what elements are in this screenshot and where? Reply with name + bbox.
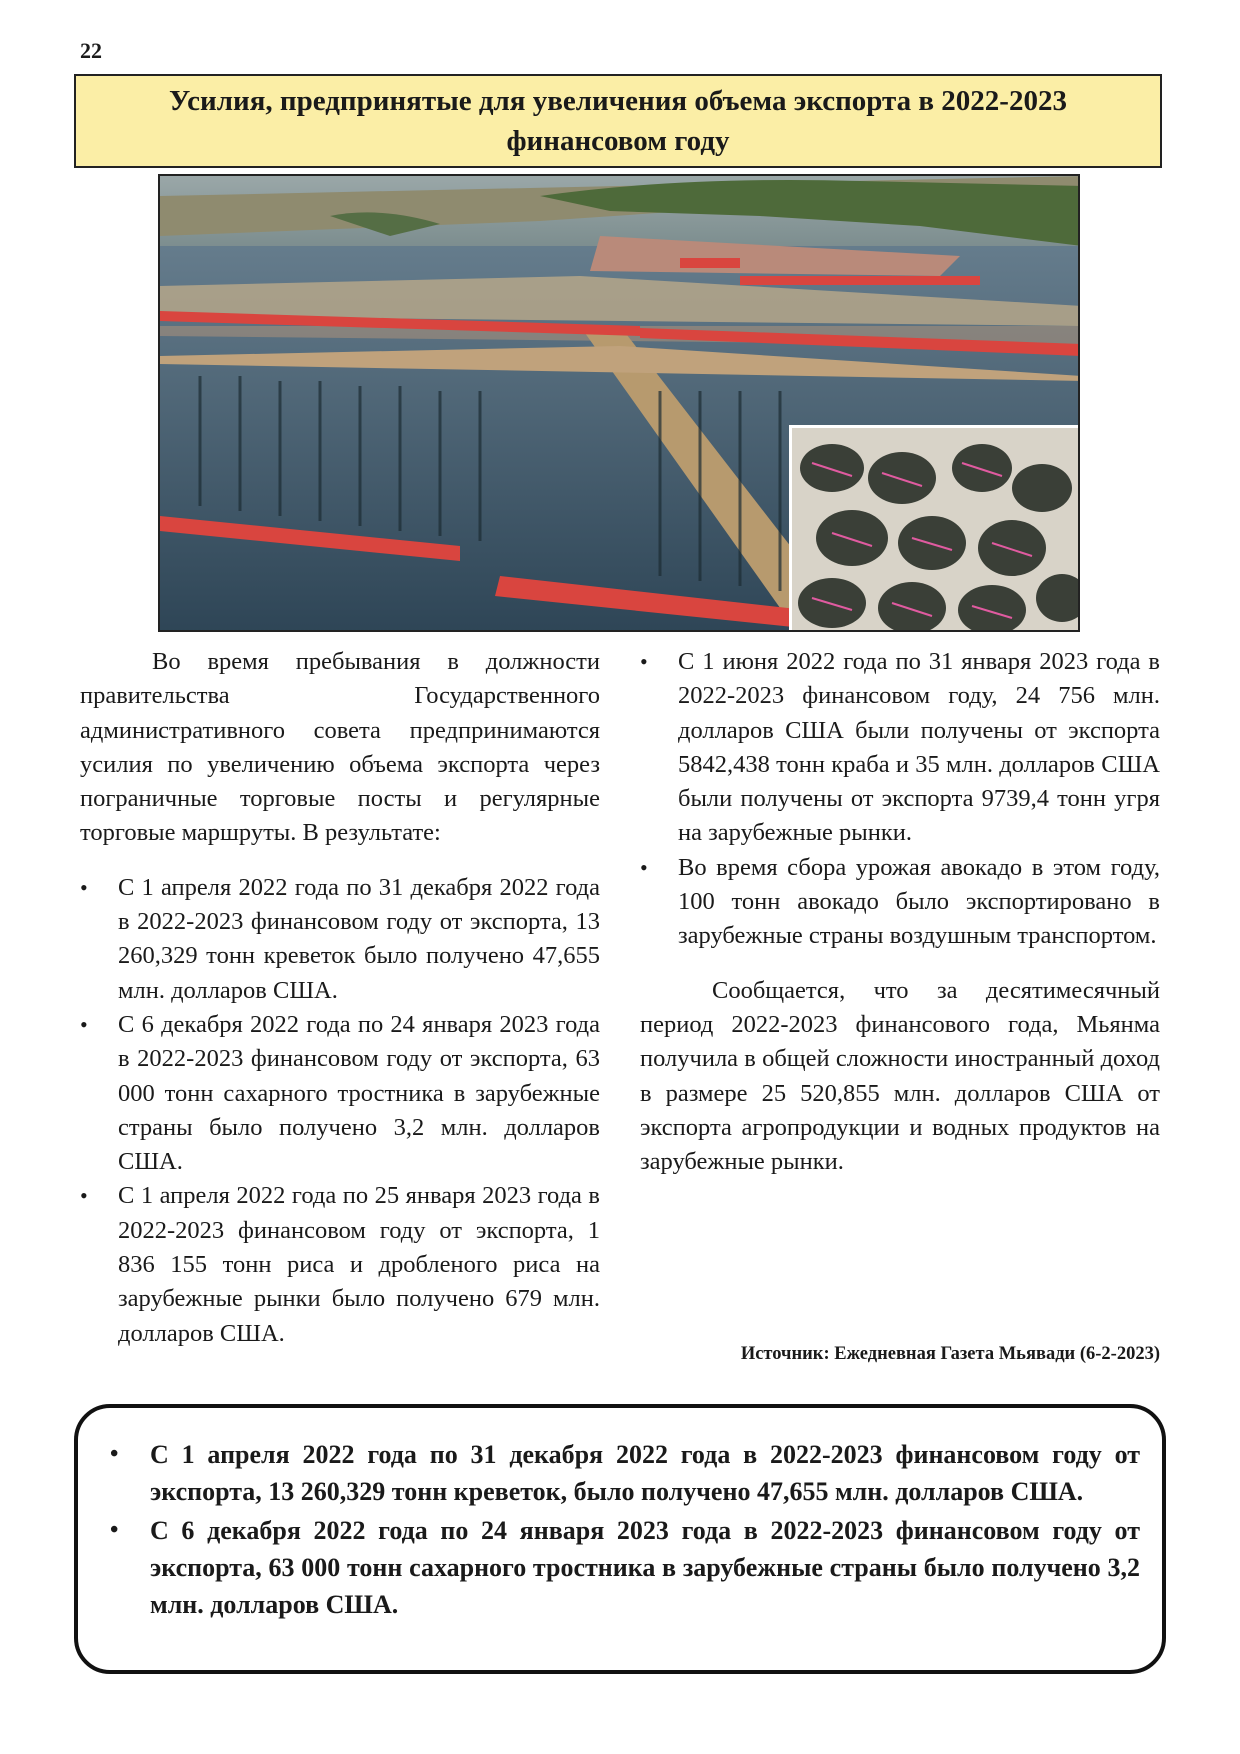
aquaculture-photo [158, 174, 1080, 632]
right-column [640, 645, 1160, 1179]
summary-bullet-list [100, 1436, 1140, 1623]
list-item: • С 1 июня 2022 года по 31 января 2023 года в 2022-2023 финансовом году, 24 756 млн. долларов США были получены от экспорта 5842,438 тонн краба и 35 млн. долларов США были получены от экспорта 9739,4 тонн угря на зарубежные рынки. [640, 645, 1160, 851]
list-item: • С 6 декабря 2022 года по 24 января 2023 года в 2022-2023 финансовом году от экспорта, 63 000 тонн сахарного тростника в зарубежные страны было получено 3,2 млн. долларов США. [80, 1008, 600, 1179]
crab-basket-illustration [792, 428, 1078, 630]
right-bullet-list [640, 645, 1160, 954]
list-item: • С 1 апреля 2022 года по 31 декабря 2022 года в 2022-2023 финансовом году от экспорта, 13 260,329 тонн креветок, было получено 47,655 млн. долларов США. [100, 1436, 1140, 1510]
list-item: • С 6 декабря 2022 года по 24 января 2023 года в 2022-2023 финансовом году от экспорта, 63 000 тонн сахарного тростника в зарубежные страны было получено 3,2 млн. долларов США. [100, 1512, 1140, 1623]
summary-box [74, 1404, 1166, 1674]
crab-inset-photo [789, 425, 1078, 630]
list-item: • С 1 апреля 2022 года по 31 декабря 2022 года в 2022-2023 финансовом году от экспорта, 13 260,329 тонн креветок было получено 47,655 млн. долларов США. [80, 871, 600, 1008]
left-bullet-list [80, 871, 600, 1351]
list-item: • Во время сбора урожая авокадо в этом году, 100 тонн авокадо было экспортировано в зарубежные страны воздушным транспортом. [640, 851, 1160, 954]
left-column [80, 645, 600, 1351]
page-number: 22 [80, 38, 102, 63]
page-title-text: Усилия, предпринятые для увеличения объема экспорта в 2022-2023 финансовом году [169, 85, 1067, 157]
source-citation: Источник: Ежедневная Газета Мьявади (6-2-2023) [740, 1344, 1160, 1364]
intro-paragraph: Во время пребывания в должности правительства Государственного административного совета предпринимаются усилия по увеличению объема экспорта через пограничные торговые посты и регулярные торговые маршруты. В результате: [80, 648, 600, 847]
list-item: • С 1 апреля 2022 года по 25 января 2023 года в 2022-2023 финансовом году от экспорта, 1 836 155 тонн риса и дробленого риса на зарубежные рынки было получено 679 млн. долларов США. [80, 1179, 600, 1350]
conclusion-paragraph: Сообщается, что за десятимесячный период 2022-2023 финансового года, Мьянма получила в общей сложности иностранный доход в размере 25 520,855 млн. долларов США от экспорта агропродукции и водных продуктов на зарубежные рынки. [640, 976, 1160, 1176]
page-title [74, 74, 1162, 168]
